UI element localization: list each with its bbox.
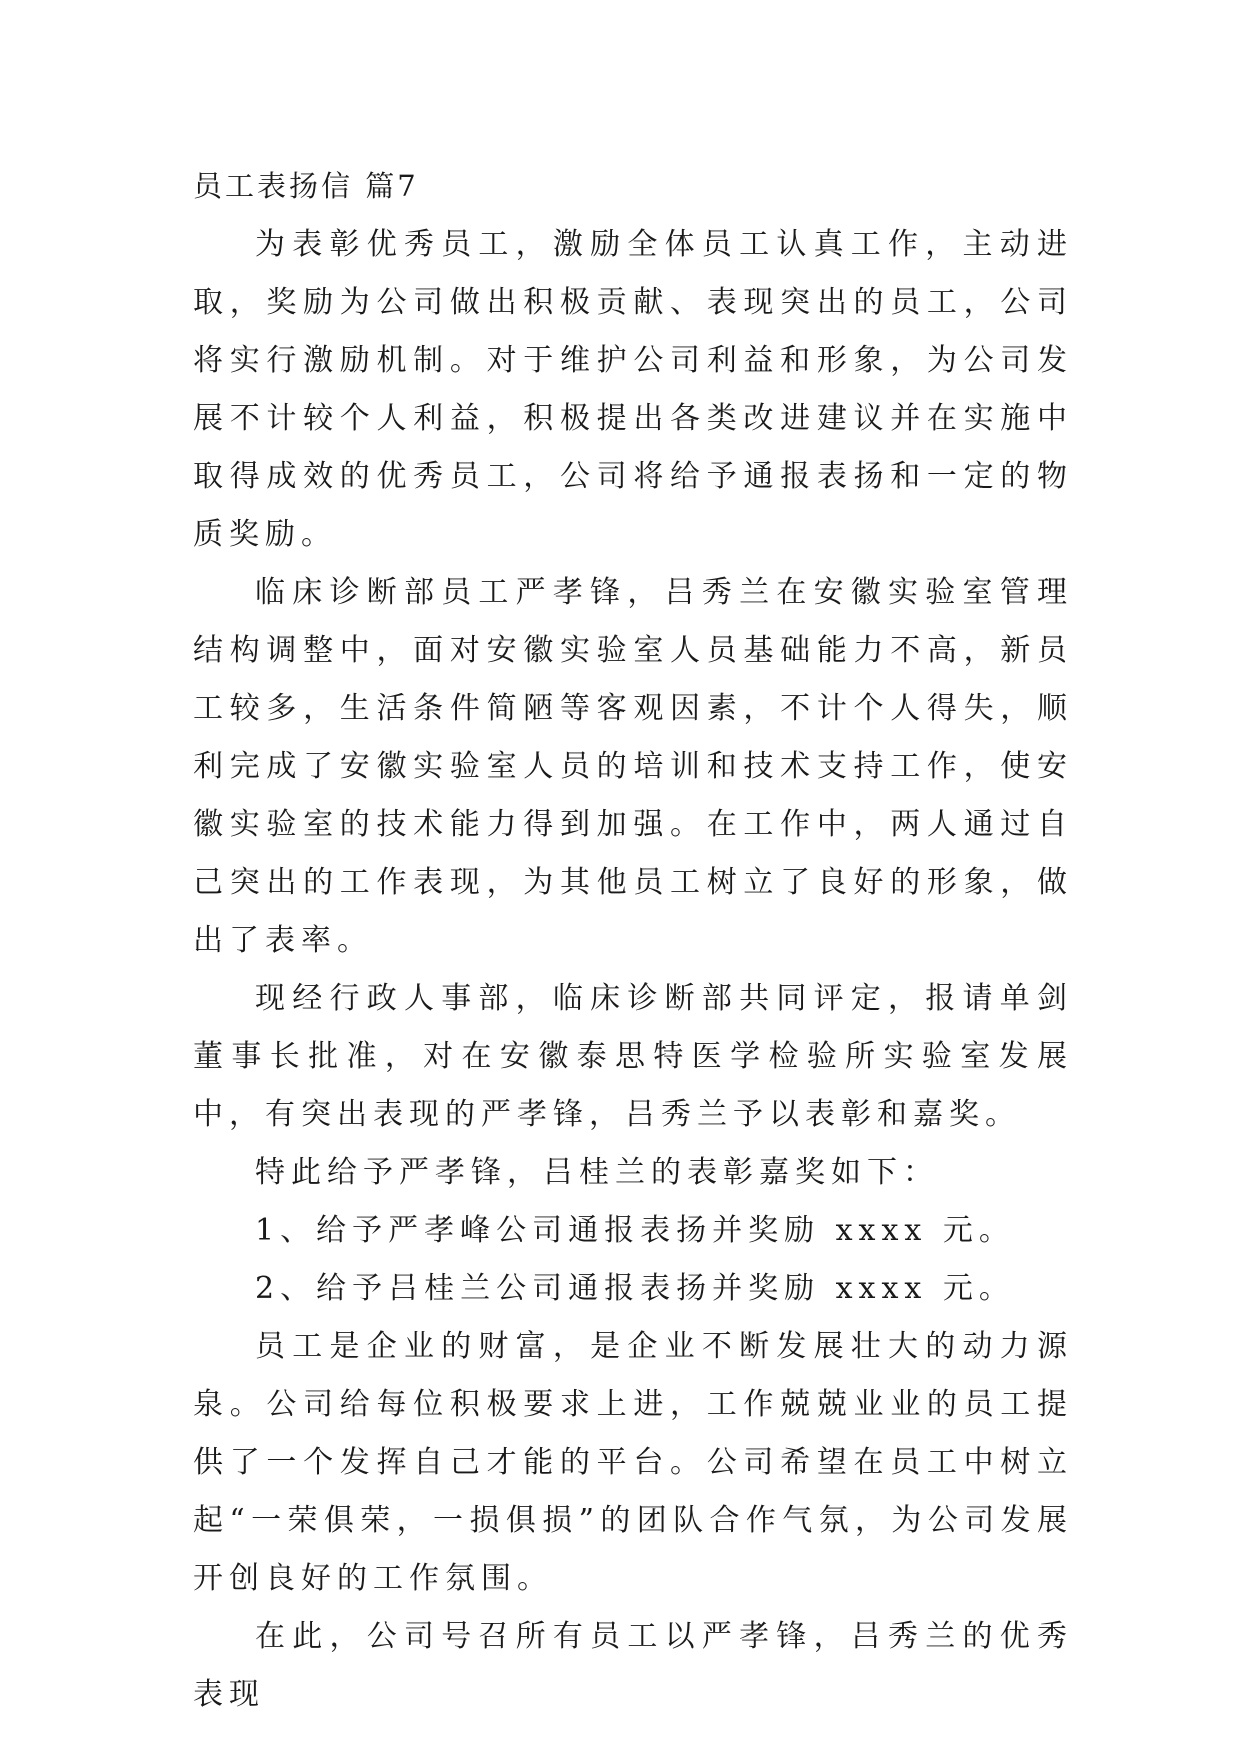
document-title: 员工表扬信 篇7 — [193, 169, 419, 203]
list-item-award-2: 2、给予吕桂兰公司通报表扬并奖励 xxxx 元。 — [255, 1271, 1015, 1306]
paragraph-employee-achievements: 临床诊断部员工严孝锋，吕秀兰在安徽实验室管理结构调整中，面对安徽实验室人员基础能力不高，新员工较多，生活条件简陋等客观因素，不计个人得失，顺利完成了安徽实验室人员的培训和技术支持工作，使安徽实验室的技术能力得到加强。在工作中，两人通过自己突出的工作表现，为其他员工树立了良好的形象，做出了表率。 — [193, 575, 1073, 958]
paragraph-approval: 现经行政人事部，临床诊断部共同评定，报请单剑董事长批准，对在安徽泰思特医学检验所实验室发展中，有突出表现的严孝锋，吕秀兰予以表彰和嘉奖。 — [193, 981, 1073, 1132]
paragraph-commendation-purpose: 为表彰优秀员工，激励全体员工认真工作，主动进取，奖励为公司做出积极贡献、表现突出的员工，公司将实行激励机制。对于维护公司利益和形象，为公司发展不计较个人利益，积极提出各类改进建议并在实施中取得成效的优秀员工，公司将给予通报表扬和一定的物质奖励。 — [193, 227, 1073, 552]
list-item-award-1: 1、给予严孝峰公司通报表扬并奖励 xxxx 元。 — [255, 1213, 1015, 1248]
paragraph-call-to-action: 在此，公司号召所有员工以严孝锋，吕秀兰的优秀表现 — [193, 1619, 1073, 1712]
document-body — [193, 216, 1073, 1724]
paragraph-company-values: 员工是企业的财富，是企业不断发展壮大的动力源泉。公司给每位积极要求上进，工作兢兢业业的员工提供了一个发挥自己才能的平台。公司希望在员工中树立起“一荣俱荣，一损俱损”的团队合作气氛，为公司发展开创良好的工作氛围。 — [193, 1329, 1073, 1596]
paragraph-award-intro: 特此给予严孝锋，吕桂兰的表彰嘉奖如下： — [255, 1155, 939, 1190]
